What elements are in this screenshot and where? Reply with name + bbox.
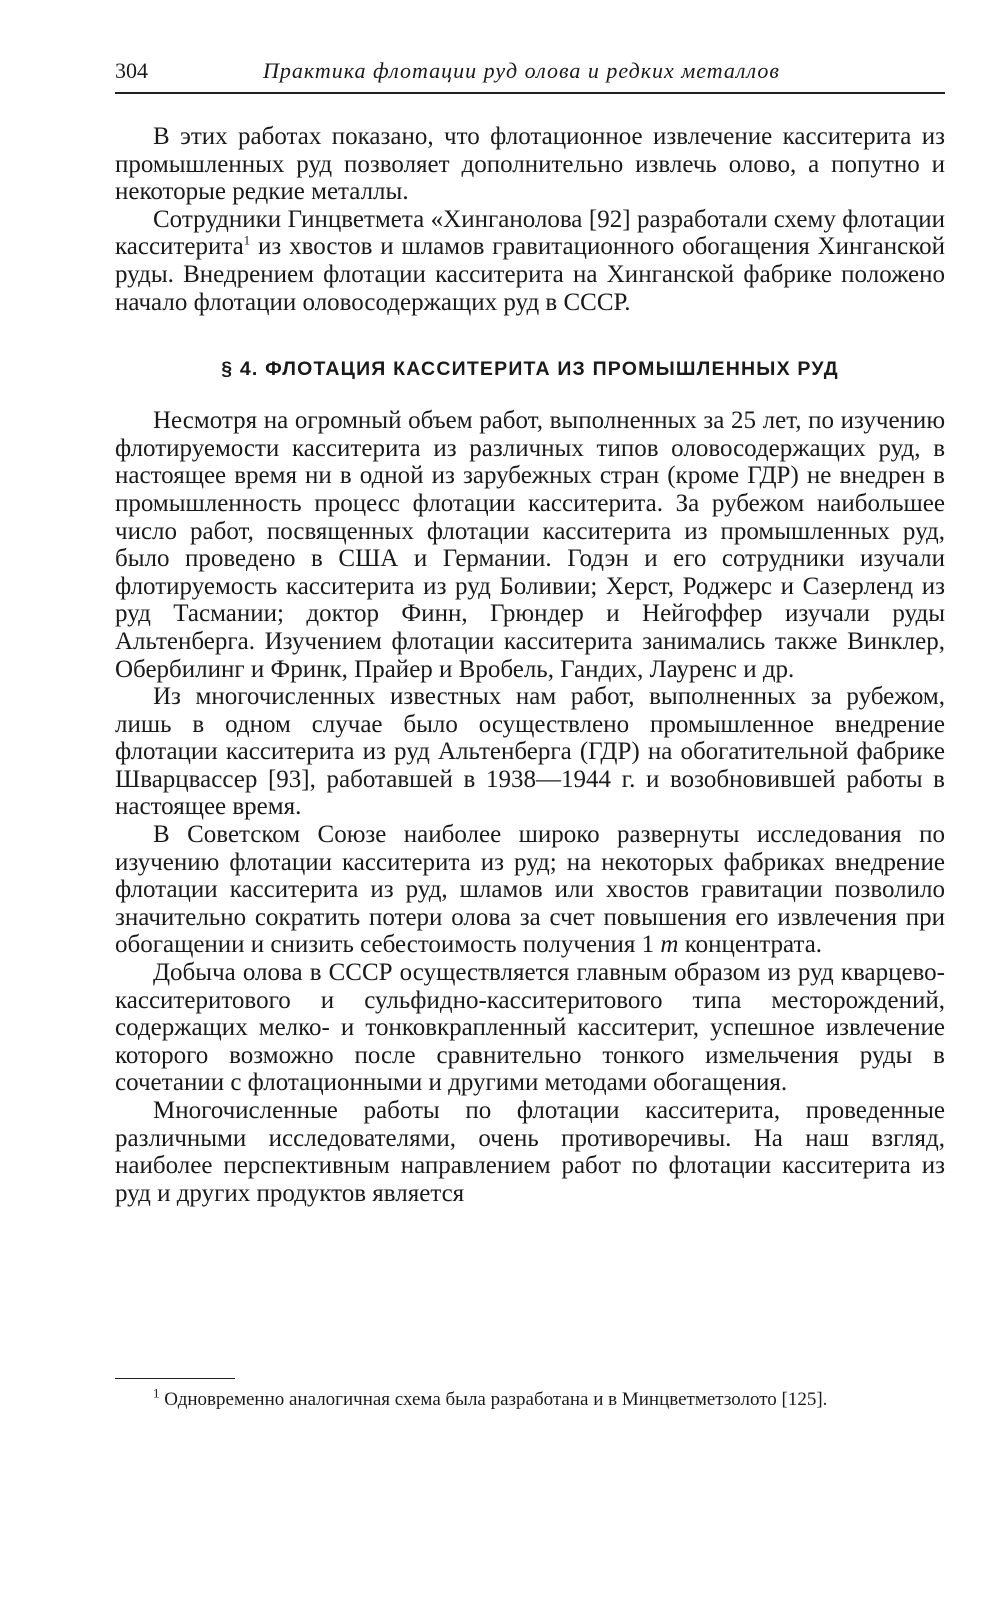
header-rule	[115, 92, 945, 94]
running-title: Практика флотации руд олова и редких металлов	[263, 58, 780, 83]
paragraph-2-text-cont: из хвостов и шламов гравитационного обогащения Хинганской руды. Внедрением флотации касситерита на Хинганской фабрике положено начало флотации оловосодержащих руд в СССР.	[115, 233, 945, 316]
paragraph-1: В этих работах показано, что флотационное извлечение касситерита из промышленных руд позволяет дополнительно извлечь олово, а попутно и некоторые редкие металлы.	[115, 123, 945, 206]
paragraph-4: Из многочисленных известных нам работ, выполненных за рубежом, лишь в одном случае было осуществлено промышленное внедрение флотации касситерита из руд Альтенберга (ГДР) на обогатительной фабрике Шварцвассер [93], работавшей в 1938—1944 г. и возобновившей работы в настоящее время.	[115, 683, 945, 821]
section-heading: § 4. ФЛОТАЦИЯ КАССИТЕРИТА ИЗ ПРОМЫШЛЕННЫХ РУД	[221, 358, 839, 381]
paragraph-3: Несмотря на огромный объем работ, выполненных за 25 лет, по изучению флотируемости касситерита из различных типов оловосодержащих руд, в настоящее время ни в одной из зарубежных стран (кроме ГДР) не внедрен в промышленность процесс флотации касситерита. За рубежом наибольшее число работ, посвященных флотации касситерита из промышленных руд, было проведено в США и Германии. Годэн и его сотрудники изучали флотируемость касситерита из руд Боливии; Херст, Роджерс и Сазерленд из руд Тасмании; доктор Финн, Грюндер и Нейгоффер изучали руды Альтенберга. Изучением флотации касситерита занимались также Винклер, Обербилинг и Фринк, Прайер и Вробель, Гандих, Лауренс и др.	[115, 407, 945, 683]
footnote-reference: 1	[243, 233, 251, 249]
paragraph-5	[115, 821, 945, 959]
page-header	[115, 58, 945, 88]
footnote-text: Одновременно аналогичная схема была разработана и в Минцветметзолото [125].	[159, 1389, 828, 1410]
body-text	[115, 123, 945, 1207]
footnote-rule	[115, 1378, 235, 1379]
footnote-marker: 1	[153, 1385, 160, 1401]
paragraph-5-text: В Советском Союзе наиболее широко развернуты исследования по изучению флотации касситерита из руд; на некоторых фабриках внедрение флотации касситерита из руд, шламов или хвостов гравитации позволило значительно сократить потери олова за счет повышения его извлечения при обогащении и снизить себестоимость получения 1	[115, 821, 945, 959]
paragraph-2	[115, 206, 945, 316]
unit-ton: т	[660, 931, 679, 959]
paragraph-5-text-cont: концентрата.	[678, 931, 823, 959]
paragraph-2-text: Сотрудники Гинцветмета «Хинганолова [92] разработали схему флотации касситерита	[115, 205, 945, 261]
footnote	[115, 1385, 945, 1411]
paragraph-6: Добыча олова в СССР осуществляется главным образом из руд кварцево-касситеритового и сульфидно-касситеритового типа месторождений, содержащих мелко- и тонковкрапленный касситерит, успешное извлечение которого возможно после сравнительно тонкого измельчения руды в сочетании с флотационными и другими методами обогащения.	[115, 959, 945, 1097]
page-number: 304	[115, 58, 148, 83]
paragraph-7: Многочисленные работы по флотации касситерита, проведенные различными исследователями, очень противоречивы. На наш взгляд, наиболее перспективным направлением работ по флотации касситерита из руд и других продуктов является	[115, 1097, 945, 1207]
